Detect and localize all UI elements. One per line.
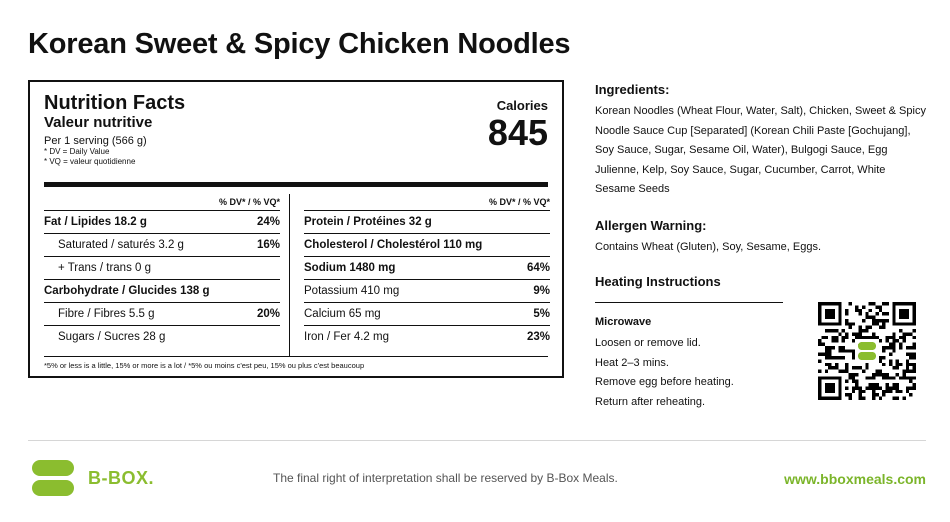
dv-note: * DV = Daily Value <box>44 147 110 156</box>
nutrient-percent: 23% <box>526 331 550 343</box>
nutrient-percent: 64% <box>526 262 550 274</box>
nutrient-name: Fat / Lipides 18.2 g <box>44 216 147 228</box>
heating-steps <box>595 334 734 412</box>
calories-label: Calories <box>496 98 548 113</box>
nutrient-name: Potassium 410 mg <box>304 285 400 297</box>
page-title: Korean Sweet & Spicy Chicken Noodles <box>28 28 571 60</box>
disclaimer-text: The final right of interpretation shall be reserved by B-Box Meals. <box>273 471 618 485</box>
nutrient-row <box>304 234 550 257</box>
nutrient-row <box>44 211 280 234</box>
nutrition-header <box>44 92 185 167</box>
nutrient-name: Carbohydrate / Glucides 138 g <box>44 285 210 297</box>
footnote-divider <box>44 356 548 357</box>
nutrient-column-left <box>44 194 280 348</box>
heating-step: Remove egg before heating. <box>595 376 734 388</box>
nutrient-row <box>304 326 550 348</box>
dv-footnote: *5% or less is a little, 15% or more is a lot / *5% ou moins c'est peu, 15% ou plus c'est beaucoup <box>44 361 365 370</box>
heating-step: Loosen or remove lid. <box>595 337 701 349</box>
nutrient-name: Saturated / saturés 3.2 g <box>58 239 184 251</box>
bbox-logo-icon <box>30 458 76 498</box>
heating-divider <box>595 302 783 303</box>
nutrient-name: + Trans / trans 0 g <box>58 262 152 274</box>
nutrient-name: Sugars / Sucres 28 g <box>58 331 166 343</box>
nutrient-row <box>44 234 280 257</box>
calories-value: 845 <box>487 112 548 153</box>
heating-step: Heat 2–3 mins. <box>595 356 669 369</box>
footer-divider <box>28 440 926 441</box>
heating-method: Microwave <box>595 316 652 328</box>
nutrient-name: Calcium 65 mg <box>304 308 381 320</box>
nutrient-name: Cholesterol / Cholestérol 110 mg <box>304 239 483 251</box>
allergen-heading: Allergen Warning: <box>595 218 707 233</box>
nutrient-percent: 16% <box>256 239 280 251</box>
nutrient-row <box>44 280 280 303</box>
nutrition-heading: Nutrition Facts <box>44 92 186 114</box>
nutrient-name: Iron / Fer 4.2 mg <box>304 331 390 343</box>
heating-step: Return after reheating. <box>595 395 706 408</box>
allergen-text: Contains Wheat (Gluten), Soy, Sesame, Eggs. <box>595 241 822 253</box>
nutrient-row <box>304 211 550 234</box>
nutrient-row <box>44 257 280 280</box>
nutrient-percent: 5% <box>533 308 550 320</box>
serving-size: Per 1 serving (566 g) <box>44 135 147 147</box>
nutrient-row <box>44 303 280 326</box>
thick-divider <box>44 182 548 187</box>
dv-column-header: % DV* / % VQ* <box>44 194 280 211</box>
nutrient-name: Fibre / Fibres 5.5 g <box>58 308 155 320</box>
nutrient-row <box>304 280 550 303</box>
brand-name: B-BOX. <box>88 468 154 488</box>
nutrient-percent: 24% <box>256 216 280 228</box>
dv-column-header: % DV* / % VQ* <box>304 194 550 211</box>
vq-note: * VQ = valeur quotidienne <box>44 157 136 166</box>
calories-block <box>488 98 548 151</box>
nutrient-row <box>304 257 550 280</box>
nutrient-percent: 20% <box>256 308 280 320</box>
nutrient-percent: 9% <box>533 285 550 297</box>
qr-code-icon[interactable] <box>818 302 916 400</box>
nutrient-name: Sodium 1480 mg <box>304 262 396 274</box>
nutrition-facts-panel <box>28 80 564 378</box>
nutrient-name: Protein / Protéines 32 g <box>304 216 432 228</box>
ingredients-text: Korean Noodles (Wheat Flour, Water, Salt), Chicken, Sweet & Spicy Noodle Sauce Cup [Separated] (Korean Chili Paste [Gochujang], Soy Sauce, Sugar, Sesame Oil, Water), Bulgogi Sauce, Egg Julienne, Kelp, Soy Sauce, Sugar, Cucumber, Carrot, White Sesame Seeds <box>595 105 926 195</box>
nutrient-column-right <box>304 194 550 348</box>
nutrient-row <box>304 303 550 326</box>
ingredients-section <box>595 82 927 200</box>
column-divider <box>289 194 290 356</box>
ingredients-heading: Ingredients: <box>595 82 670 97</box>
heating-heading: Heating Instructions <box>595 274 721 289</box>
nutrition-heading-fr: Valeur nutritive <box>44 114 153 131</box>
website-link[interactable]: www.bboxmeals.com <box>784 471 926 487</box>
nutrient-row <box>44 326 280 348</box>
